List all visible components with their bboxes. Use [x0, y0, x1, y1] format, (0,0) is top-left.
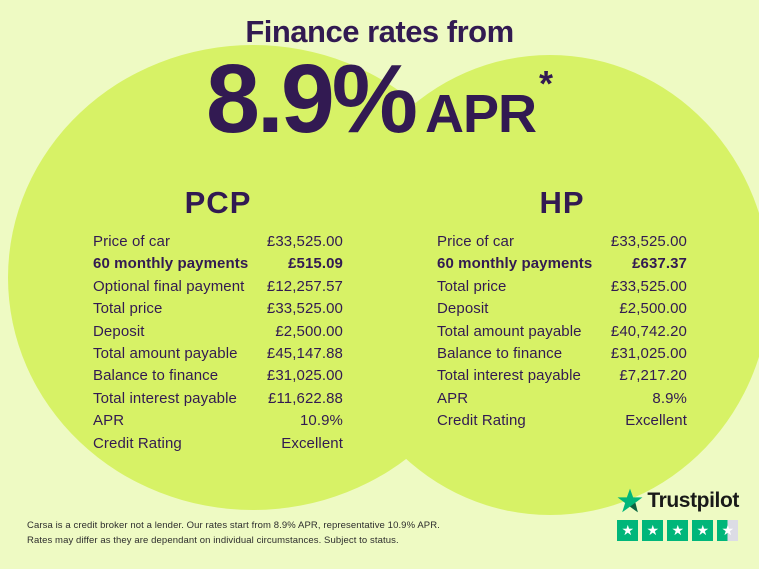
table-row	[437, 298, 687, 320]
table-row	[93, 410, 343, 432]
table-row	[93, 388, 343, 410]
row-value: £31,025.00	[266, 367, 343, 385]
row-value: 10.9%	[299, 412, 343, 430]
row-label: Total price	[93, 300, 163, 318]
star-icon: ★	[646, 522, 660, 539]
row-value: £2,500.00	[619, 300, 687, 318]
pcp-table	[93, 184, 343, 455]
star-icon: ★	[671, 522, 685, 539]
table-row	[93, 231, 343, 253]
row-label: 60 monthly payments	[93, 255, 249, 273]
row-label: Price of car	[437, 233, 515, 250]
rate-asterisk: *	[539, 63, 554, 104]
row-value: £7,217.20	[619, 367, 687, 385]
row-value: Excellent	[625, 412, 687, 430]
banner-title: Finance rates from	[245, 14, 514, 49]
rate-unit: APR	[425, 84, 537, 144]
table-row	[437, 365, 687, 387]
row-value: £33,525.00	[266, 300, 343, 318]
trustpilot-star-box	[617, 520, 638, 541]
headline-rate	[0, 44, 759, 153]
row-value: £45,147.88	[266, 345, 343, 363]
trustpilot-stars	[617, 520, 738, 541]
row-label: Total interest payable	[93, 389, 237, 407]
table-row	[437, 321, 687, 343]
table-row	[93, 433, 343, 455]
row-label: Total amount payable	[437, 322, 582, 340]
disclaimer-line-2: Rates may differ as they are dependant on individual circumstances. Subject to status.	[27, 535, 399, 546]
row-label: APR	[93, 412, 125, 430]
row-label: Optional final payment	[93, 277, 245, 295]
row-value: £33,525.00	[266, 233, 343, 250]
table-row	[437, 410, 687, 432]
table-row	[93, 253, 343, 275]
trustpilot-widget	[617, 488, 739, 541]
trustpilot-star-box	[717, 520, 738, 541]
row-value: £33,525.00	[610, 233, 687, 250]
row-label: APR	[437, 389, 469, 407]
row-value: 8.9%	[652, 389, 687, 407]
table-row	[437, 343, 687, 365]
row-value: £11,622.88	[268, 389, 343, 407]
hp-table	[437, 184, 687, 433]
table-row	[93, 321, 343, 343]
legal-disclaimer	[27, 518, 467, 548]
row-label: Credit Rating	[437, 412, 526, 430]
trustpilot-star-icon	[617, 488, 643, 514]
table-row	[437, 388, 687, 410]
table-row	[437, 276, 687, 298]
row-value: £33,525.00	[610, 277, 687, 295]
trustpilot-logo	[617, 488, 739, 514]
row-value: £40,742.20	[610, 322, 687, 340]
pcp-table-title: PCP	[184, 185, 252, 220]
row-label: 60 monthly payments	[437, 255, 593, 273]
table-row	[93, 276, 343, 298]
row-value: Excellent	[281, 434, 343, 452]
rate-value: 8.9%	[205, 44, 416, 153]
trustpilot-star-box	[692, 520, 713, 541]
table-row	[93, 298, 343, 320]
hp-table-title: HP	[539, 185, 585, 220]
disclaimer-line-1: Carsa is a credit broker not a lender. Our rates start from 8.9% APR, representative 10.9% APR.	[27, 520, 440, 531]
row-value: £12,257.57	[266, 277, 343, 295]
row-label: Deposit	[437, 300, 489, 318]
row-label: Deposit	[93, 322, 145, 340]
star-icon: ★	[721, 522, 735, 539]
row-label: Total interest payable	[437, 367, 581, 385]
table-row	[93, 343, 343, 365]
trustpilot-star-box	[667, 520, 688, 541]
table-row	[437, 253, 687, 275]
star-icon: ★	[696, 522, 710, 539]
row-value: £637.37	[632, 255, 687, 273]
row-label: Credit Rating	[93, 434, 182, 452]
row-label: Balance to finance	[93, 367, 219, 385]
row-value: £515.09	[288, 255, 343, 273]
table-row	[93, 365, 343, 387]
row-label: Price of car	[93, 233, 171, 250]
row-label: Balance to finance	[437, 345, 563, 363]
row-value: £31,025.00	[610, 345, 687, 363]
trustpilot-brand-text: Trustpilot	[647, 489, 739, 512]
star-icon: ★	[621, 522, 635, 539]
trustpilot-star-box	[642, 520, 663, 541]
row-label: Total amount payable	[93, 345, 238, 363]
table-row	[437, 231, 687, 253]
row-label: Total price	[437, 277, 507, 295]
row-value: £2,500.00	[275, 322, 343, 340]
